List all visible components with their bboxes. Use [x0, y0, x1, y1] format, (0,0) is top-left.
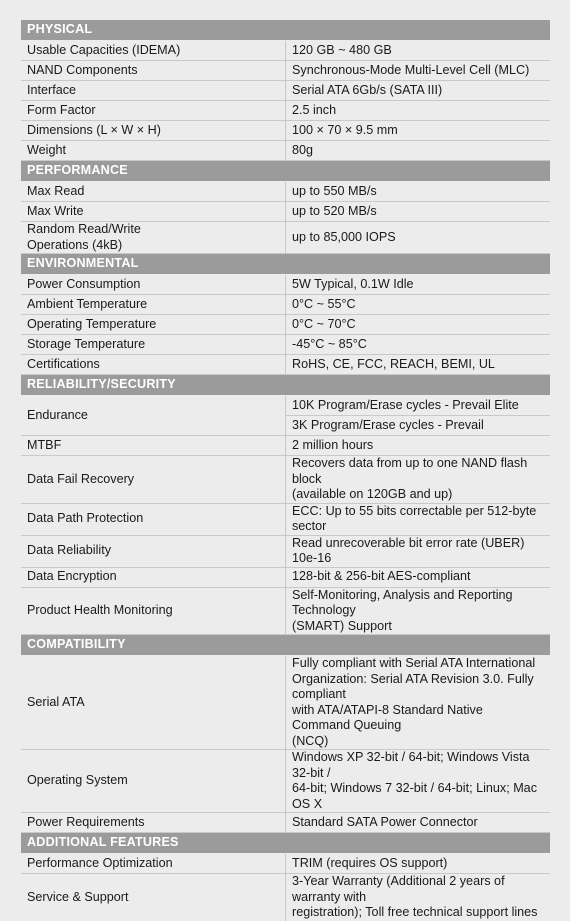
spec-label [21, 222, 286, 254]
spec-row-certifications [21, 355, 550, 375]
section-header-additional-features [21, 833, 550, 854]
spec-value: 120 GB ~ 480 GB [286, 41, 551, 61]
spec-value-line: 3-Year Warranty (Additional 2 years of warranty with [292, 874, 505, 904]
spec-label: Performance Optimization [21, 854, 286, 874]
spec-value [286, 874, 551, 921]
spec-label: Product Health Monitoring [21, 587, 286, 635]
spec-row-operating-temperature [21, 315, 550, 335]
spec-value-line: (SMART) Support [292, 618, 392, 633]
spec-row-data-fail-recovery [21, 456, 550, 504]
section-header-reliability [21, 375, 550, 396]
spec-label: Form Factor [21, 101, 286, 121]
spec-label: Data Encryption [21, 567, 286, 587]
spec-value-line: Recovers data from up to one NAND flash block [292, 456, 528, 486]
spec-row-random-read-write [21, 222, 550, 254]
spec-table [21, 20, 550, 921]
spec-row-max-read [21, 182, 550, 202]
spec-value: 0°C ~ 70°C [286, 315, 551, 335]
spec-value [286, 656, 551, 750]
section-header-compatibility [21, 635, 550, 656]
section-title: RELIABILITY/SECURITY [21, 375, 550, 396]
spec-value-line: Fully compliant with Serial ATA International [292, 656, 536, 670]
section-title: ADDITIONAL FEATURES [21, 833, 550, 854]
spec-row-data-path-protection [21, 503, 550, 535]
spec-label: Data Path Protection [21, 503, 286, 535]
spec-row-weight [21, 141, 550, 161]
spec-label: Data Reliability [21, 535, 286, 567]
spec-value-line: 64-bit; Windows 7 32-bit / 64-bit; Linux; Mac OS X [292, 781, 537, 811]
spec-row-power-consumption [21, 275, 550, 295]
spec-row-endurance [21, 396, 550, 416]
spec-row-service-support [21, 874, 550, 921]
spec-label: Interface [21, 81, 286, 101]
spec-value: 0°C ~ 55°C [286, 295, 551, 315]
spec-label: Weight [21, 141, 286, 161]
spec-value: 80g [286, 141, 551, 161]
spec-value: up to 550 MB/s [286, 182, 551, 202]
spec-value-line: Organization: Serial ATA Revision 3.0. Fully compliant [292, 671, 534, 701]
spec-value: Standard SATA Power Connector [286, 813, 551, 833]
spec-label: Usable Capacities (IDEMA) [21, 41, 286, 61]
spec-label: Service & Support [21, 874, 286, 921]
section-title: PHYSICAL [21, 20, 550, 41]
spec-row-interface [21, 81, 550, 101]
spec-label: Max Write [21, 202, 286, 222]
spec-row-power-requirements [21, 813, 550, 833]
spec-value: 100 × 70 × 9.5 mm [286, 121, 551, 141]
spec-row-data-encryption [21, 567, 550, 587]
spec-label: Max Read [21, 182, 286, 202]
spec-value-line: (available on 120GB and up) [292, 487, 453, 501]
spec-value: Serial ATA 6Gb/s (SATA III) [286, 81, 551, 101]
spec-row-usable-capacities [21, 41, 550, 61]
spec-label: Data Fail Recovery [21, 456, 286, 504]
section-title: PERFORMANCE [21, 161, 550, 182]
spec-label: Operating Temperature [21, 315, 286, 335]
spec-value-line: Technology [292, 603, 356, 617]
spec-row-product-health-monitoring [21, 587, 550, 635]
section-header-physical [21, 20, 550, 41]
spec-value [286, 587, 551, 635]
section-title: ENVIRONMENTAL [21, 254, 550, 275]
spec-value: 3K Program/Erase cycles - Prevail [286, 416, 551, 436]
spec-value-line: Self-Monitoring, Analysis and Reporting [292, 587, 513, 602]
spec-value-line: with ATA/ATAPI-8 Standard Native Command Queuing [292, 702, 483, 732]
spec-value: TRIM (requires OS support) [286, 854, 551, 874]
spec-value-line: (NCQ) [292, 733, 329, 748]
section-header-performance [21, 161, 550, 182]
spec-label: Power Consumption [21, 275, 286, 295]
spec-row-serial-ata [21, 656, 550, 750]
spec-value: Read unrecoverable bit error rate (UBER) 10e-16 [286, 535, 551, 567]
spec-label: Storage Temperature [21, 335, 286, 355]
spec-value: 2 million hours [286, 436, 551, 456]
spec-row-nand-components [21, 61, 550, 81]
spec-row-performance-optimization [21, 854, 550, 874]
spec-row-mtbf [21, 436, 550, 456]
section-title: COMPATIBILITY [21, 635, 550, 656]
spec-row-operating-system [21, 750, 550, 813]
spec-value [286, 750, 551, 813]
spec-row-storage-temperature [21, 335, 550, 355]
spec-row-dimensions [21, 121, 550, 141]
spec-value [286, 456, 551, 504]
spec-value: up to 520 MB/s [286, 202, 551, 222]
spec-label: Endurance [21, 396, 286, 436]
spec-value-line: registration); Toll free technical support lines [292, 905, 538, 919]
spec-label-line: Operations (4kB) [27, 237, 123, 252]
spec-row-max-write [21, 202, 550, 222]
spec-label: Certifications [21, 355, 286, 375]
spec-label: Ambient Temperature [21, 295, 286, 315]
spec-value: -45°C ~ 85°C [286, 335, 551, 355]
spec-value: 2.5 inch [286, 101, 551, 121]
spec-value: up to 85,000 IOPS [286, 222, 551, 254]
spec-label-line: Random Read/Write [27, 222, 141, 236]
spec-label: NAND Components [21, 61, 286, 81]
spec-value-line: Windows XP 32-bit / 64-bit; Windows Vista 32-bit / [292, 750, 530, 780]
spec-value: 5W Typical, 0.1W Idle [286, 275, 551, 295]
spec-value: 128-bit & 256-bit AES-compliant [286, 567, 551, 587]
spec-label: MTBF [21, 436, 286, 456]
spec-label: Dimensions (L × W × H) [21, 121, 286, 141]
spec-value: ECC: Up to 55 bits correctable per 512-byte sector [286, 503, 551, 535]
spec-value: 10K Program/Erase cycles - Prevail Elite [286, 396, 551, 416]
spec-row-ambient-temperature [21, 295, 550, 315]
spec-row-form-factor [21, 101, 550, 121]
spec-label: Power Requirements [21, 813, 286, 833]
spec-label: Operating System [21, 750, 286, 813]
spec-label: Serial ATA [21, 656, 286, 750]
spec-value: RoHS, CE, FCC, REACH, BEMI, UL [286, 355, 551, 375]
section-header-environmental [21, 254, 550, 275]
spec-row-data-reliability [21, 535, 550, 567]
spec-value: Synchronous-Mode Multi-Level Cell (MLC) [286, 61, 551, 81]
